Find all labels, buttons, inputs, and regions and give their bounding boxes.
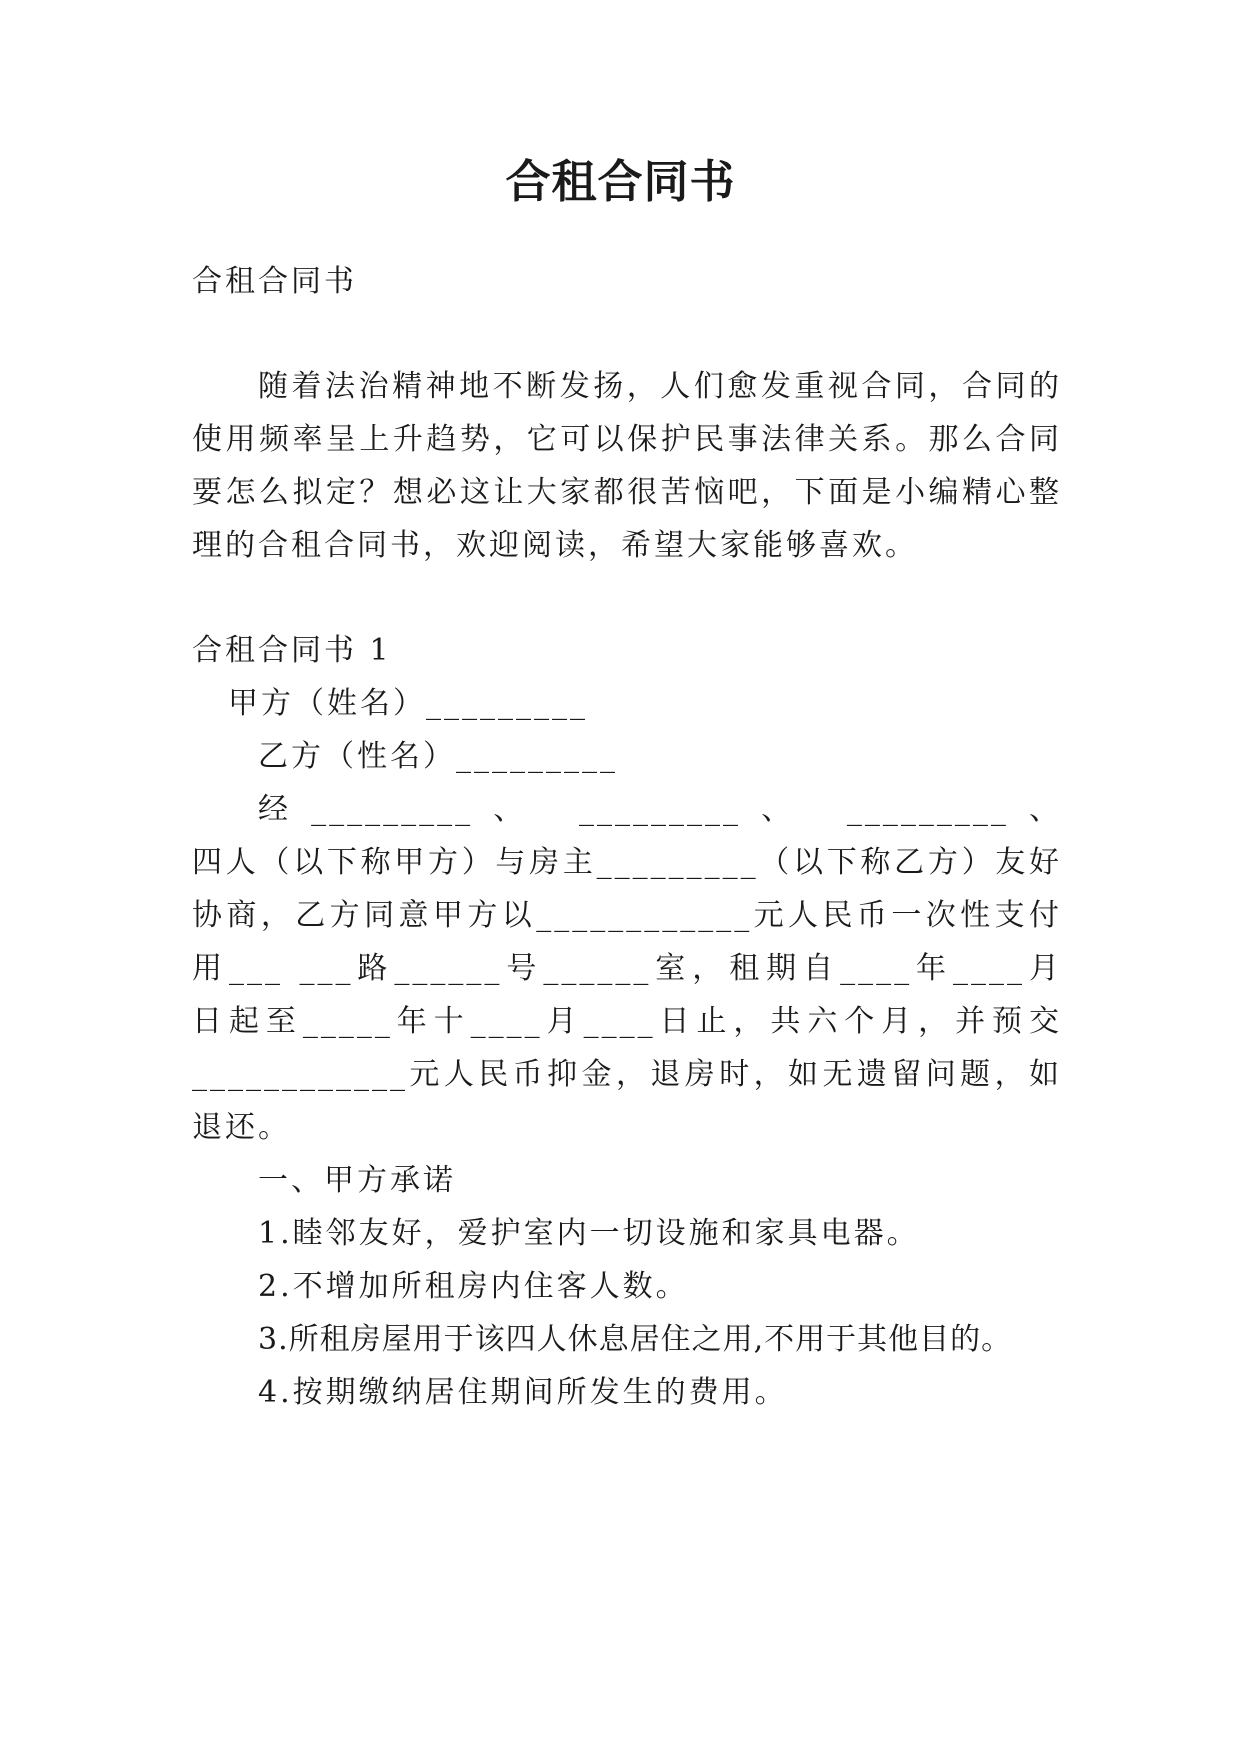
intro-line-4: 理的合租合同书，欢迎阅读，希望大家能够喜欢。 bbox=[192, 528, 918, 563]
section-heading: 合租合同书 1 bbox=[192, 633, 392, 668]
intro-line-2: 使用频率呈上升趋势，它可以保护民事法律关系。那么合同 bbox=[192, 422, 1062, 457]
commitment-item-3: 3.所租房屋用于该四人休息居住之用,不用于其他目的。 bbox=[258, 1322, 1013, 1357]
body-line-3: 协商，乙方同意甲方以____________元人民币一次性支付 bbox=[192, 898, 1062, 933]
commitment-item-4: 4.按期缴纳居住期间所发生的费用。 bbox=[258, 1375, 788, 1410]
body-line-7: 退还。 bbox=[192, 1110, 291, 1145]
body-line-6: ____________元人民币抑金，退房时，如无遗留问题，如 bbox=[192, 1057, 1062, 1092]
intro-line-3: 要怎么拟定？想必这让大家都很苦恼吧，下面是小编精心整 bbox=[192, 475, 1062, 510]
subtitle: 合租合同书 bbox=[192, 264, 357, 299]
body-line-1: 经_________、 _________、 _________、 bbox=[258, 792, 1062, 827]
commitment-heading: 一、甲方承诺 bbox=[258, 1163, 456, 1198]
body-line-2: 四人（以下称甲方）与房主_________（以下称乙方）友好 bbox=[192, 845, 1062, 880]
body-line-5: 日起至_____年十____月____日止，共六个月，并预交 bbox=[192, 1004, 1062, 1039]
commitment-item-1: 1.睦邻友好，爱护室内一切设施和家具电器。 bbox=[258, 1216, 920, 1251]
party-b-line: 乙方（性名）_________ bbox=[258, 739, 618, 774]
document-title: 合租合同书 bbox=[505, 155, 736, 208]
body-line-4: 用___ ___路______号______室，租期自____年____月 bbox=[192, 951, 1062, 986]
party-a-line: 甲方（姓名）_________ bbox=[228, 686, 588, 721]
commitment-item-2: 2.不增加所租房内住客人数。 bbox=[258, 1269, 689, 1304]
intro-line-1: 随着法治精神地不断发扬，人们愈发重视合同，合同的 bbox=[258, 369, 1062, 404]
